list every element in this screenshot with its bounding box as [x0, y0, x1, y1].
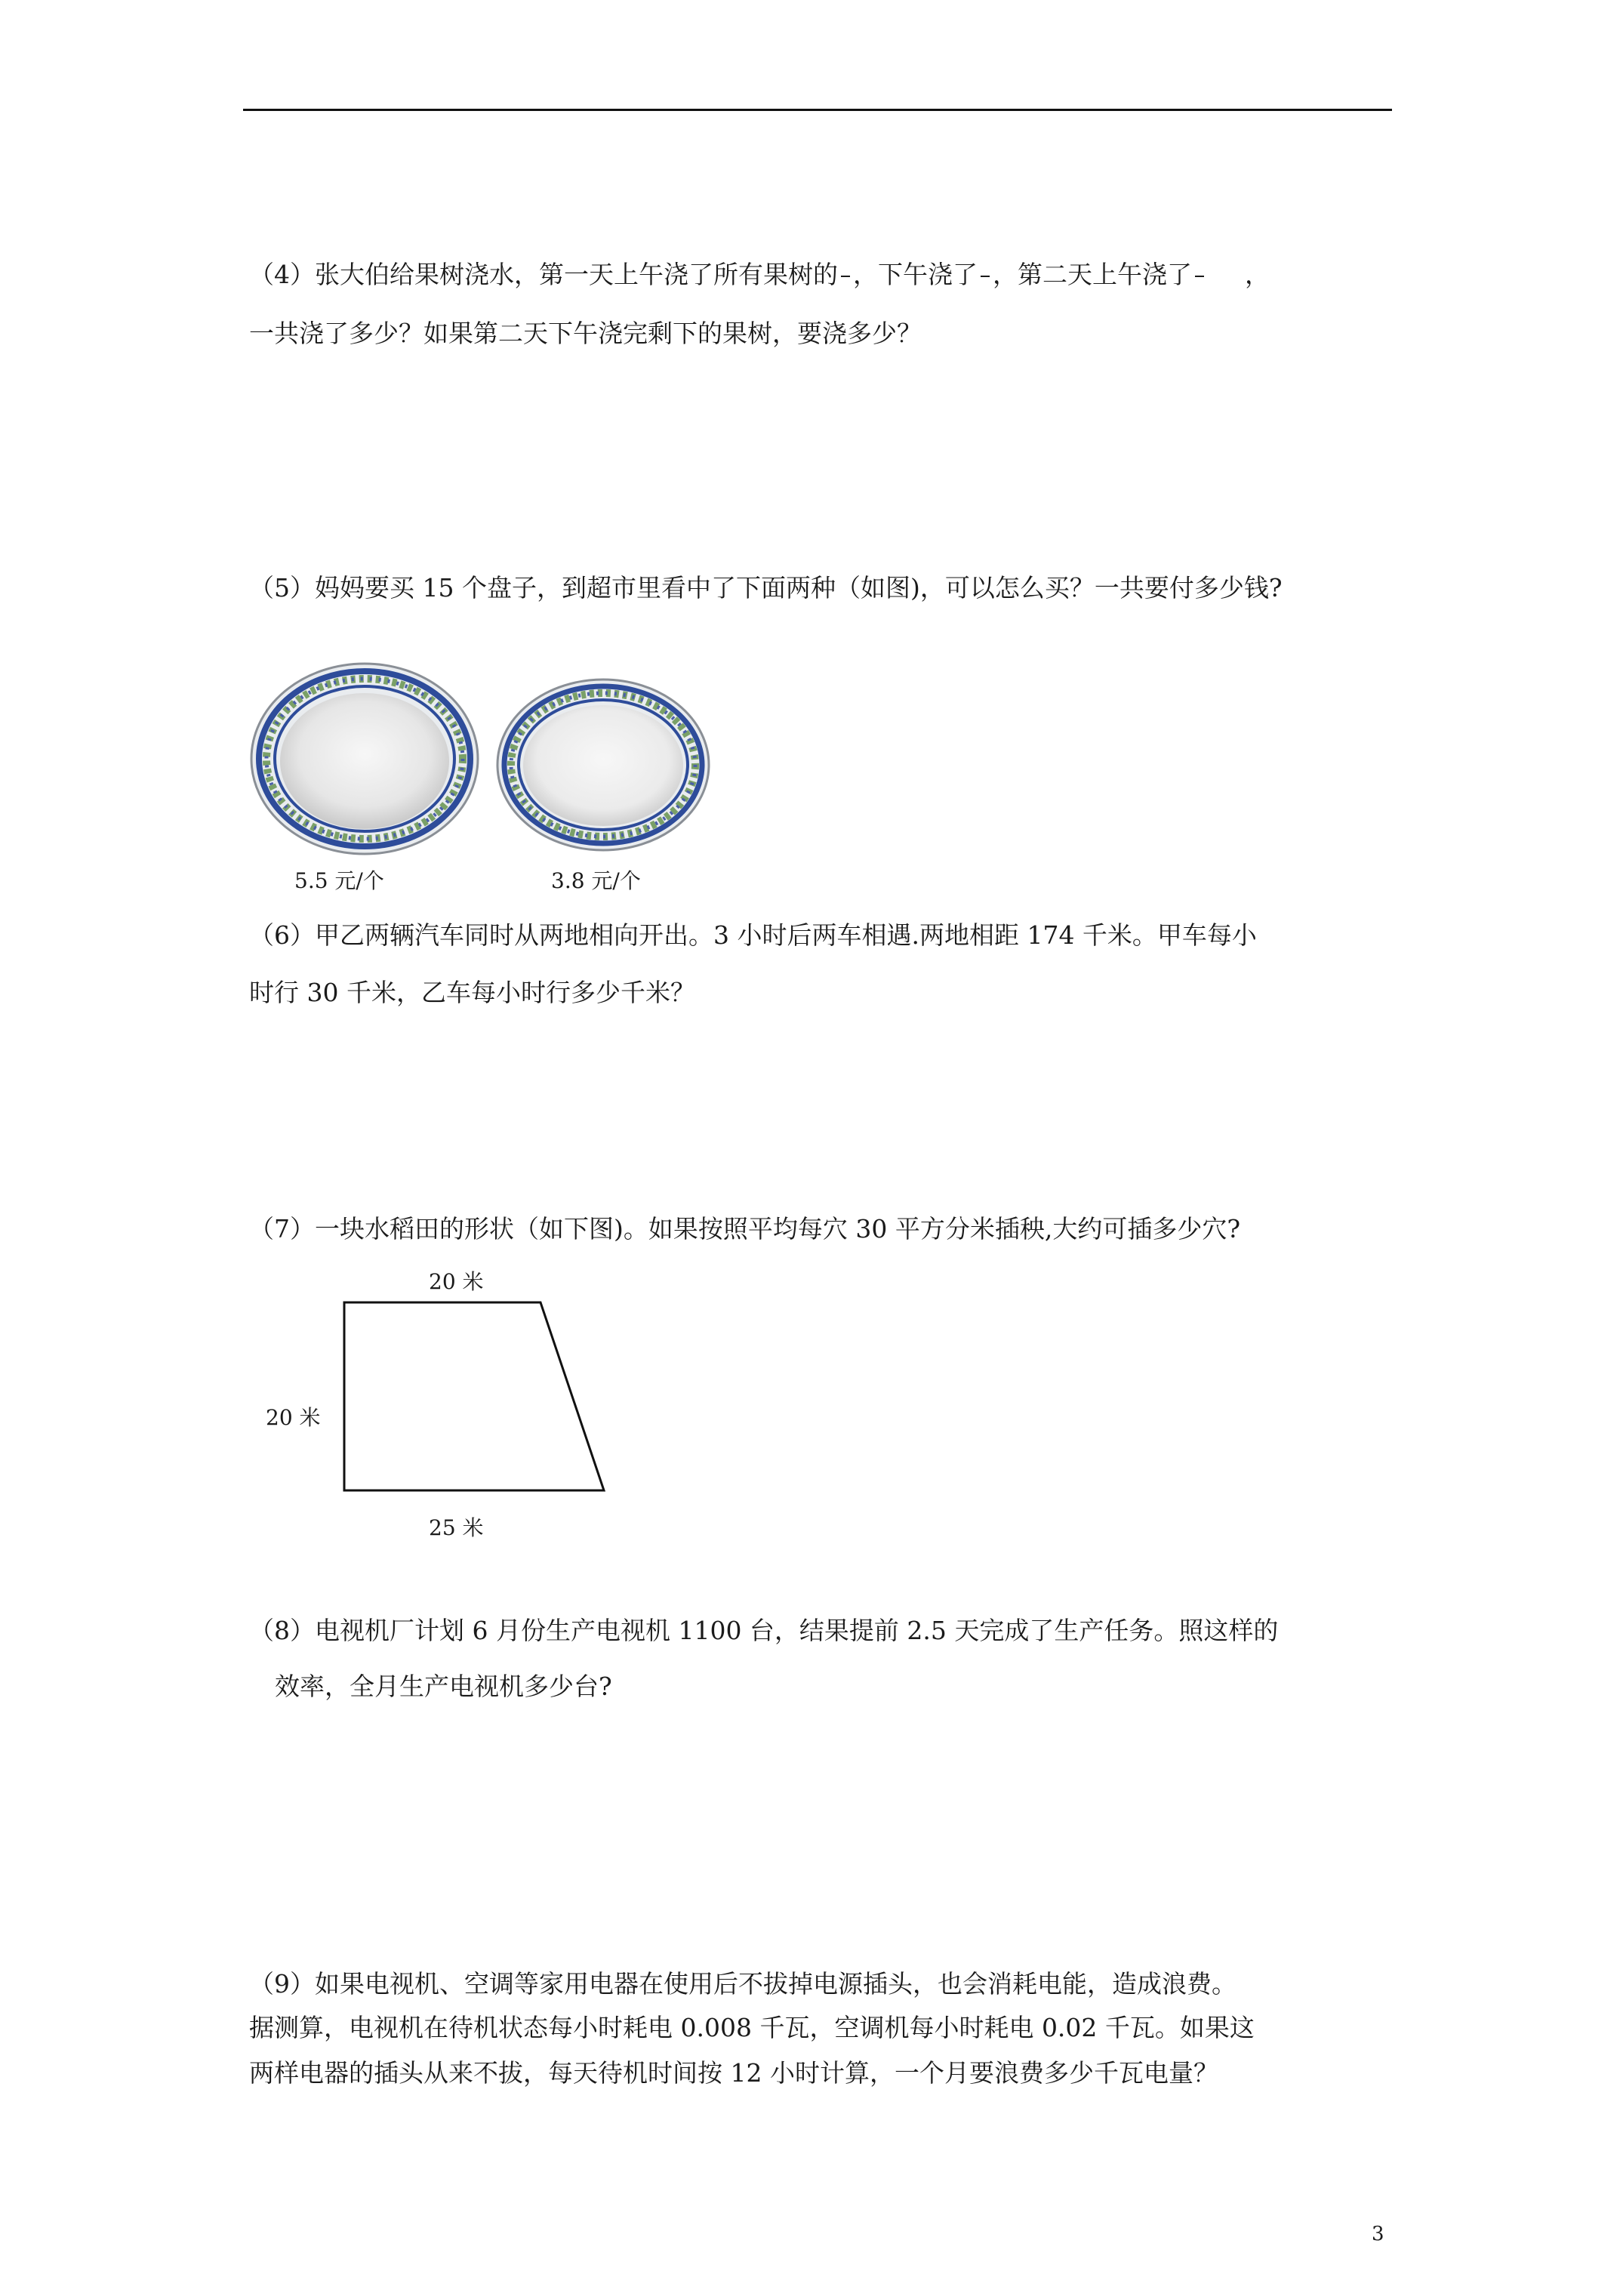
- question-5-text: （5）妈妈要买 15 个盘子，到超市里看中了下面两种（如图)，可以怎么买？一共要付多少钱?: [249, 573, 1283, 603]
- question-8-line-2: 效率，全月生产电视机多少台?: [275, 1672, 612, 1701]
- question-7-text: （7）一块水稻田的形状（如下图)。如果按照平均每穴 30 平方分米插秧,大约可插多少穴?: [249, 1214, 1241, 1244]
- fraction-blank-3: [1195, 276, 1204, 277]
- question-4-text-b: ，下午浇了: [853, 260, 978, 289]
- question-9-line-3: 两样电器的插头从来不拔，每天待机时间按 12 小时计算，一个月要浪费多少千瓦电量？: [249, 2058, 1218, 2088]
- question-9-line-2: 据测算，电视机在待机状态每小时耗电 0.008 千瓦，空调机每小时耗电 0.02 千瓦。如果这: [249, 2013, 1255, 2042]
- trapezoid-left-label: 20 米: [266, 1405, 321, 1430]
- question-8-line-1: （8）电视机厂计划 6 月份生产电视机 1100 台，结果提前 2.5 天完成了生产任务。照这样的: [249, 1616, 1279, 1645]
- question-6-line-2: 时行 30 千米，乙车每小时行多少千米？: [249, 978, 695, 1007]
- page-number: 3: [1372, 2223, 1384, 2245]
- trapezoid-top-label: 20 米: [429, 1269, 484, 1294]
- oval-plate-image: [495, 676, 722, 858]
- plate-2-price: 3.8 元/个: [551, 868, 641, 893]
- question-4-text-c: ，第二天上午浇了: [993, 260, 1192, 289]
- fraction-blank-2: [981, 276, 990, 277]
- trapezoid-diagram: [340, 1299, 611, 1495]
- round-plate-image: [248, 663, 489, 859]
- trapezoid-bottom-label: 25 米: [429, 1515, 484, 1540]
- question-6-line-1: （6）甲乙两辆汽车同时从两地相向开出。3 小时后两车相遇.两地相距 174 千米。甲车每小: [249, 920, 1257, 950]
- question-4-line-2: 一共浇了多少？如果第二天下午浇完剩下的果树，要浇多少？: [249, 319, 922, 348]
- question-4-text-a: （4）张大伯给果树浇水，第一天上午浇了所有果树的: [249, 260, 838, 289]
- header-rule: [243, 109, 1392, 111]
- fraction-blank-1: [841, 276, 850, 277]
- question-9-line-1: （9）如果电视机、空调等家用电器在使用后不拔掉电源插头，也会消耗电能，造成浪费。: [249, 1969, 1236, 1999]
- question-4-line-1: [249, 255, 1270, 291]
- question-4-text-d: ，: [1245, 260, 1270, 289]
- plate-1-price: 5.5 元/个: [294, 868, 384, 893]
